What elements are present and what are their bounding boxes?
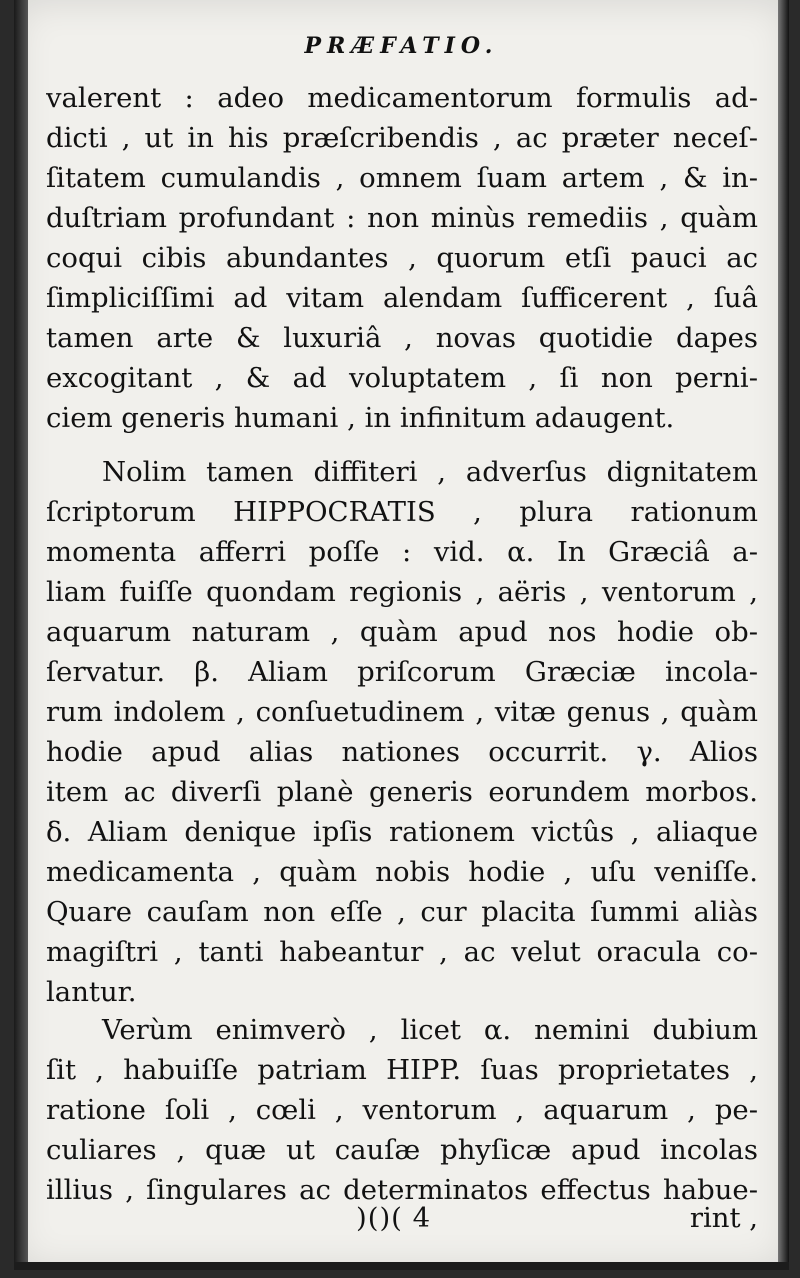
text-line: ſcriptorum HIPPOCRATIS , plura rationum [46, 496, 758, 528]
text-line: Verùm enimverò , licet α. nemini dubium [102, 1014, 758, 1046]
text-line: ſervatur. β. Aliam priſcorum Græciæ incola- [46, 656, 758, 688]
text-line: ratione ſoli , cœli , ventorum , aquarum , pe- [46, 1094, 758, 1126]
text-line: magiſtri , tanti habeantur , ac velut oracula co- [46, 936, 758, 968]
text-line: momenta afferri poſſe : vid. α. In Græciâ a- [46, 536, 758, 568]
page-edge-shadow [778, 0, 789, 1270]
text-line: illius , ſingulares ac determinatos effectus habue- [46, 1174, 758, 1206]
text-line: tamen arte & luxuriâ , novas quotidie dapes [46, 322, 758, 354]
running-head: PRÆFATIO. [304, 33, 499, 59]
text-line: ſimpliciſſimi ad vitam alendam ſufficerent , ſuâ [46, 282, 758, 314]
text-line: ciem generis humani , in infinitum adaugent. [46, 402, 675, 434]
signature-mark: )()( 4 [356, 1202, 432, 1234]
text-line: valerent : adeo medicamentorum formulis ad- [46, 82, 758, 114]
text-line: rum indolem , conſuetudinem , vitæ genus , quàm [46, 696, 758, 728]
text-line: δ. Aliam denique ipſis rationem victûs , aliaque [46, 816, 758, 848]
text-line: aquarum naturam , quàm apud nos hodie ob- [46, 616, 758, 648]
paragraph-3 [46, 1010, 758, 1210]
text-line: medicamenta , quàm nobis hodie , uſu veniſſe. [46, 856, 758, 888]
text-line: ſit , habuiſſe patriam HIPP. ſuas proprietates , [46, 1054, 758, 1086]
text-line: hodie apud alias nationes occurrit. γ. Alios [46, 736, 758, 768]
text-line: lantur. [46, 976, 137, 1008]
text-line: coqui cibis abundantes , quorum etſi pauci ac [46, 242, 758, 274]
page-gutter-shadow [14, 0, 28, 1270]
text-line: ſitatem cumulandis , omnem ſuam artem , & in- [46, 162, 758, 194]
page-bottom-edge [14, 1262, 789, 1270]
page-footer [46, 1198, 758, 1238]
text-line: duſtriam profundant : non minùs remediis , quàm [46, 202, 758, 234]
text-line: Nolim tamen diffiteri , adverſus dignitatem [102, 456, 758, 488]
paragraph-1 [46, 78, 758, 438]
paragraph-2 [46, 452, 758, 1012]
text-line: liam fuiſſe quondam regionis , aëris , ventorum , [46, 576, 758, 608]
text-line: item ac diverſi planè generis eorundem morbos. [46, 776, 758, 808]
text-line: Quare cauſam non eſſe , cur placita ſummi aliàs [46, 896, 758, 928]
text-line: culiares , quæ ut cauſæ phyſicæ apud incolas [46, 1134, 758, 1166]
book-page [14, 0, 789, 1270]
text-line: dicti , ut in his præſcribendis , ac præter neceſ- [46, 122, 758, 154]
text-line: excogitant , & ad voluptatem , ſi non perni- [46, 362, 758, 394]
catchword: rint , [689, 1202, 758, 1234]
